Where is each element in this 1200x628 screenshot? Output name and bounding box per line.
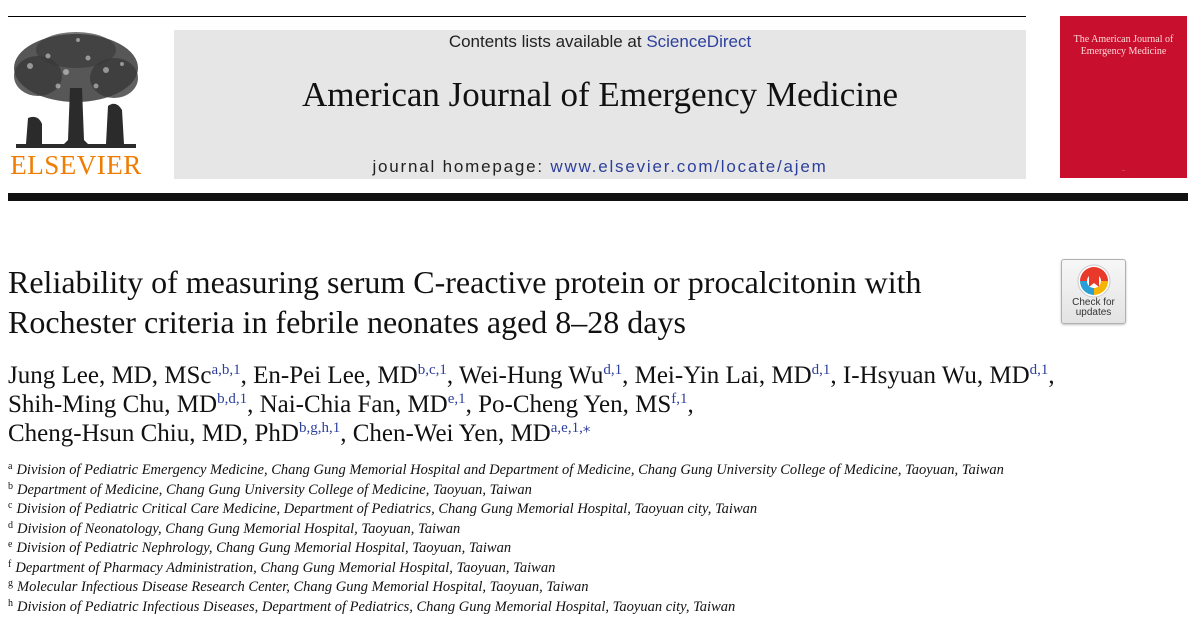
author-list: [8, 361, 1193, 448]
affiliation-text: Division of Pediatric Infectious Diseases, Department of Pediatrics, Chang Gung Memorial Hospital, Taoyuan city, Taiwan: [17, 598, 736, 615]
affiliation-letter: a: [8, 461, 13, 472]
author-affiliation-link[interactable]: d,1: [1029, 362, 1049, 378]
affiliation-item: [8, 461, 1193, 481]
affiliation-text: Division of Neonatology, Chang Gung Memorial Hospital, Taoyuan, Taiwan: [17, 520, 461, 537]
author-name: Cheng-Hsun Chiu, MD, PhD: [8, 420, 299, 447]
article-title: [8, 262, 1018, 342]
journal-header-box: [174, 30, 1026, 179]
cover-title: The American Journal of Emergency Medicine: [1073, 34, 1174, 57]
author-name: Mei-Yin Lai, MD: [634, 362, 812, 389]
affiliation-item: [8, 578, 1193, 598]
author-affiliation-link[interactable]: a,b,1: [211, 362, 241, 378]
cover-footer-mark: —: [1122, 168, 1125, 172]
author-separator: ,: [1048, 362, 1055, 389]
check-line-1: Check for: [1072, 297, 1115, 308]
author-separator: ,: [446, 362, 459, 389]
author-affiliation-link[interactable]: a,e,1,⁎: [550, 420, 591, 436]
affiliation-item: [8, 481, 1193, 501]
check-for-updates-label: [1062, 298, 1125, 318]
author-name: En-Pei Lee, MD: [253, 362, 418, 389]
author-affiliation-link[interactable]: e,1: [447, 391, 466, 407]
journal-homepage-link[interactable]: www.elsevier.com/locate/ajem: [550, 157, 828, 176]
affiliation-item: [8, 539, 1193, 559]
author-separator: ,: [622, 362, 635, 389]
crossmark-icon: [1077, 264, 1111, 298]
author-name: Po-Cheng Yen, MS: [478, 391, 672, 418]
affiliation-text: Division of Pediatric Emergency Medicine, Chang Gung Memorial Hospital and Department of Medicine, Chang Gung University College of Medicine, Taoyuan, Taiwan: [16, 462, 1004, 478]
author-name: Shih-Ming Chu, MD: [8, 391, 218, 418]
affiliation-item: [8, 500, 1193, 520]
sciencedirect-link[interactable]: ScienceDirect: [646, 32, 752, 51]
affiliation-item: [8, 520, 1193, 540]
author-name: Chen-Wei Yen, MD: [352, 420, 551, 447]
author-affiliation-link[interactable]: d,1: [811, 362, 831, 378]
article-title-line-2: Rochester criteria in febrile neonates aged 8–28 days: [8, 304, 686, 340]
author-name: I-Hsyuan Wu, MD: [842, 362, 1030, 389]
check-for-updates-button[interactable]: [1061, 259, 1126, 324]
author-separator: ,: [830, 362, 843, 389]
homepage-line: [174, 157, 1026, 177]
affiliation-letter: e: [8, 539, 13, 550]
affiliation-text: Department of Medicine, Chang Gung University College of Medicine, Taoyuan, Taiwan: [17, 481, 532, 498]
affiliation-text: Department of Pharmacy Administration, Chang Gung Memorial Hospital, Taoyuan, Taiwan: [15, 559, 556, 576]
elsevier-wordmark: ELSEVIER: [10, 150, 142, 180]
author-name: Nai-Chia Fan, MD: [259, 391, 448, 418]
affiliation-letter: c: [8, 500, 13, 511]
header-divider: [8, 193, 1188, 201]
check-line-2: updates: [1075, 307, 1112, 318]
author-affiliation-link[interactable]: d,1: [603, 362, 623, 378]
homepage-prefix: journal homepage:: [372, 157, 551, 176]
affiliation-letter: b: [8, 480, 13, 492]
affiliation-item: [8, 598, 1193, 618]
affiliation-text: Division of Pediatric Nephrology, Chang Gung Memorial Hospital, Taoyuan, Taiwan: [16, 540, 512, 556]
affiliation-letter: d: [8, 519, 13, 531]
affiliation-text: Division of Pediatric Critical Care Medicine, Department of Pediatrics, Chang Gung Memorial Hospital, Taoyuan city, Taiwan: [16, 501, 758, 517]
author-affiliation-link[interactable]: b,g,h,1: [299, 420, 341, 436]
author-separator: ,: [687, 391, 694, 418]
contents-prefix: Contents lists available at: [448, 32, 647, 51]
journal-title: American Journal of Emergency Medicine: [301, 75, 899, 114]
affiliation-letter: f: [8, 558, 12, 570]
affiliation-list: [8, 461, 1193, 617]
author-name: Jung Lee, MD, MSc: [8, 362, 212, 389]
author-name: Wei-Hung Wu: [458, 362, 604, 389]
contents-line: [174, 32, 1026, 52]
author-separator: ,: [240, 362, 254, 389]
affiliation-text: Molecular Infectious Disease Research Center, Chang Gung Memorial Hospital, Taoyuan, Taiwan: [17, 579, 589, 595]
author-affiliation-link[interactable]: b,c,1: [417, 362, 447, 378]
author-separator: ,: [247, 391, 260, 418]
author-separator: ,: [340, 420, 353, 447]
affiliation-item: [8, 559, 1193, 579]
author-separator: ,: [465, 391, 479, 418]
affiliation-letter: g: [8, 578, 13, 589]
article-title-line-1: Reliability of measuring serum C-reactive protein or procalcitonin with: [8, 264, 922, 300]
author-affiliation-link[interactable]: b,d,1: [217, 391, 248, 407]
top-rule: [8, 16, 1026, 17]
journal-cover-thumbnail[interactable]: [1060, 16, 1187, 178]
author-affiliation-link[interactable]: f,1: [671, 391, 688, 407]
affiliation-letter: h: [8, 597, 13, 609]
